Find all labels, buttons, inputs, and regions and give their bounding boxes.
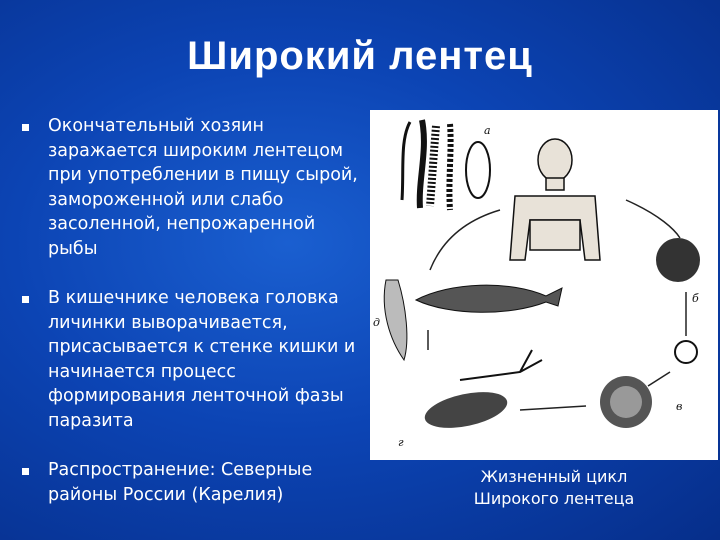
cyclops-image bbox=[460, 350, 542, 380]
caption-line-2: Широкого лентеца bbox=[473, 489, 635, 508]
bullet-text: Окончательный хозяин заражается широким лентецом при употреблении в пищу сырой, замороженной или слабо засоленной, непрожаренной рыбы bbox=[48, 116, 358, 259]
bullet-item bbox=[18, 286, 358, 458]
egg-image bbox=[656, 238, 700, 282]
square-bullet-icon bbox=[22, 468, 29, 475]
label-b: б bbox=[692, 292, 699, 305]
life-cycle-diagram bbox=[370, 110, 718, 460]
figure-caption bbox=[448, 466, 660, 510]
square-bullet-icon bbox=[22, 296, 29, 303]
plerocercoid-image bbox=[384, 280, 407, 360]
procercoid-image bbox=[422, 386, 511, 435]
label-g: г bbox=[398, 436, 404, 449]
label-d: д bbox=[373, 316, 380, 329]
copepod-host-image bbox=[600, 376, 652, 428]
bullet-list bbox=[18, 114, 358, 507]
square-bullet-icon bbox=[22, 124, 29, 131]
caption-line-1: Жизненный цикл bbox=[480, 467, 628, 486]
scolex-image bbox=[466, 142, 490, 198]
human-host-image bbox=[510, 139, 600, 260]
bullet-text: Распространение: Северные районы России (Карелия) bbox=[48, 460, 313, 505]
bullet-text: В кишечнике человека головка личинки выворачивается, присасывается к стенке кишки и начинается процесс формирования ленточной фазы паразита bbox=[48, 288, 356, 431]
pike-fish-image bbox=[416, 285, 562, 312]
bullet-item bbox=[18, 458, 358, 507]
life-cycle-illustration bbox=[370, 110, 718, 460]
slide-title: Широкий лентец bbox=[187, 34, 533, 78]
bullet-item bbox=[18, 114, 358, 286]
label-a: а bbox=[484, 124, 491, 137]
tapeworm-strobila-image bbox=[402, 120, 451, 210]
coracidium-image bbox=[675, 341, 697, 363]
label-v: в bbox=[676, 400, 683, 413]
